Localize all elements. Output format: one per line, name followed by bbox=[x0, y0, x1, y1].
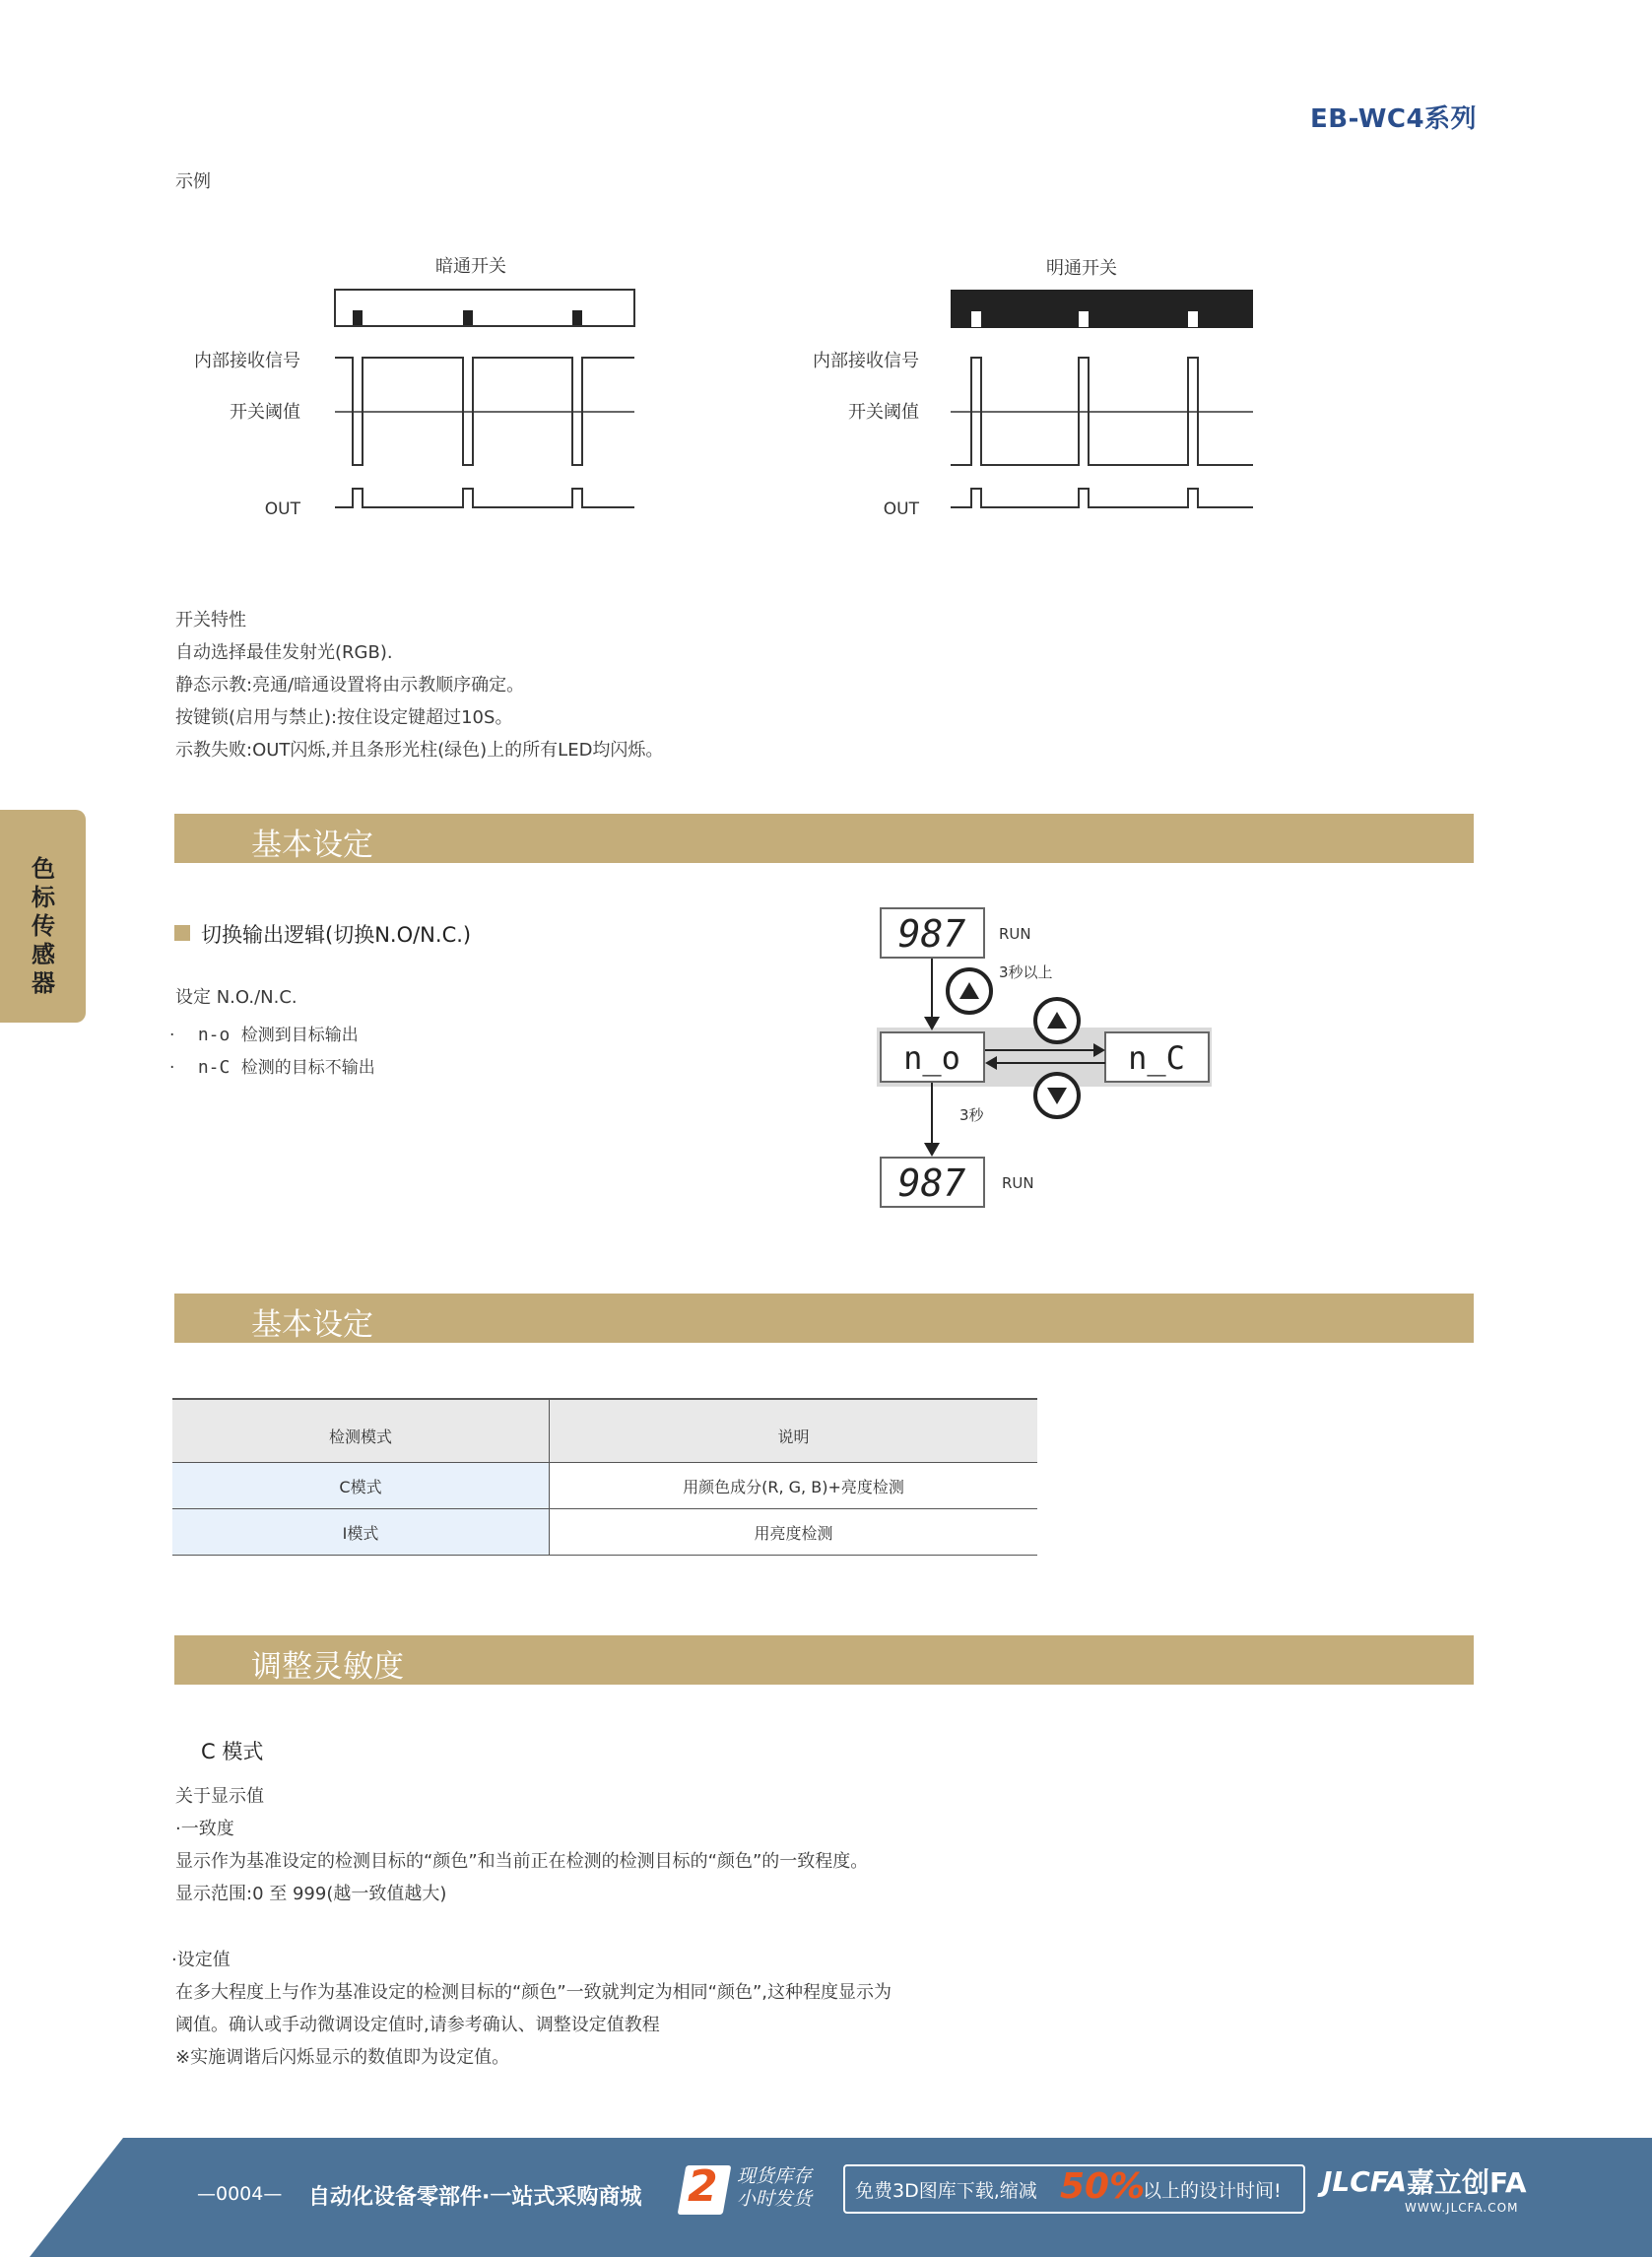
run-label-bottom: RUN bbox=[1002, 1174, 1034, 1192]
table-cell-mode: I模式 bbox=[172, 1509, 550, 1556]
light-out-wave bbox=[951, 489, 1253, 507]
dark-out-label: OUT bbox=[264, 499, 300, 519]
dark-on-diagram bbox=[194, 256, 634, 519]
hold-label: 3秒以上 bbox=[999, 963, 1053, 981]
note-line: 在多大程度上与作为基准设定的检测目标的“颜色”一致就判定为相同“颜色”,这种程度显示为 bbox=[175, 1982, 892, 2003]
dark-mark bbox=[463, 310, 473, 325]
feature-line: 按键锁(启用与禁止):按住设定键超过10S。 bbox=[175, 707, 513, 728]
dark-signal-label: 内部接收信号 bbox=[194, 351, 300, 371]
side-category-tab bbox=[0, 810, 86, 1023]
side-tab-label: 色标传感器 bbox=[32, 855, 55, 997]
light-mark bbox=[971, 311, 981, 327]
jlcfa-logo-cn: 嘉立创FA bbox=[1407, 2166, 1527, 2199]
stock-badge-text bbox=[737, 2165, 812, 2211]
bullet: · bbox=[169, 1026, 175, 1045]
example-title: 示例 bbox=[175, 171, 211, 192]
section-bar-basic-setting-1 bbox=[174, 814, 1474, 863]
table-cell-desc: 用亮度检测 bbox=[550, 1509, 1038, 1556]
badge-line: 小时发货 bbox=[737, 2188, 813, 2210]
light-mark bbox=[1079, 311, 1089, 327]
detection-mode-table-wrap bbox=[172, 1398, 1037, 1556]
table-cell-mode: C模式 bbox=[172, 1463, 550, 1509]
nonc-flow-diagram bbox=[867, 901, 1222, 1212]
mode-item-text: 检测到目标输出 bbox=[240, 1026, 359, 1045]
series-title: EB-WC4系列 bbox=[1310, 104, 1478, 134]
output-logic-subtitle: 切换输出逻辑(切换N.O/N.C.) bbox=[201, 923, 472, 947]
table-cell-desc: 用颜色成分(R, G, B)+亮度检测 bbox=[550, 1463, 1038, 1509]
table-row bbox=[172, 1463, 1037, 1509]
feature-line: 自动选择最佳发射光(RGB). bbox=[175, 642, 393, 663]
display-bottom-value: 987 bbox=[897, 1162, 966, 1205]
light-mark bbox=[1188, 311, 1198, 327]
set-value-notes bbox=[171, 1944, 892, 2074]
display-no-value: n_o bbox=[903, 1039, 960, 1077]
section-bar-title: 基本设定 bbox=[251, 1307, 373, 1343]
note-line: 显示作为基准设定的检测目标的“颜色”和当前正在检测的检测目标的“颜色”的一致程度。 bbox=[175, 1851, 869, 1872]
jlcfa-logo-mark: JLCFA bbox=[1322, 2165, 1407, 2198]
run-label-top: RUN bbox=[999, 925, 1031, 943]
note-line: 阈值。确认或手动微调设定值时,请参考确认、调整设定值教程 bbox=[175, 2015, 660, 2035]
set-no-nc-label: 设定 N.O./N.C. bbox=[175, 987, 297, 1008]
light-out-label: OUT bbox=[883, 499, 919, 519]
bullet: · bbox=[169, 1058, 175, 1078]
dark-mark bbox=[572, 310, 582, 325]
light-threshold-label: 开关阈值 bbox=[848, 402, 919, 423]
table-header-mode: 检测模式 bbox=[172, 1399, 550, 1463]
promo-percent: 50% bbox=[1060, 2166, 1146, 2207]
segment-code-no: n-o bbox=[197, 1025, 231, 1045]
subtitle-marker bbox=[174, 925, 190, 941]
note-line: ·设定值 bbox=[171, 1950, 231, 1970]
dark-target-strip bbox=[335, 290, 634, 326]
table-header-desc: 说明 bbox=[550, 1399, 1038, 1463]
dark-out-wave bbox=[335, 489, 634, 507]
dark-mark bbox=[353, 310, 363, 325]
section-bar-sensitivity bbox=[174, 1635, 1474, 1685]
light-target-strip bbox=[951, 290, 1253, 328]
feature-line: 静态示教:亮通/暗通设置将由示教顺序确定。 bbox=[175, 675, 525, 696]
section-bar-basic-setting-2 bbox=[174, 1294, 1474, 1343]
table-row bbox=[172, 1509, 1037, 1556]
wait-label: 3秒 bbox=[959, 1106, 984, 1124]
promo-box bbox=[843, 2164, 1305, 2214]
table-header-row bbox=[172, 1399, 1037, 1463]
detection-mode-table bbox=[172, 1398, 1037, 1556]
timing-diagrams bbox=[167, 246, 1281, 532]
section-bar-title: 调整灵敏度 bbox=[251, 1649, 404, 1685]
mode-item-nc bbox=[169, 1053, 375, 1078]
footer-slogan: 自动化设备零部件·一站式采购商城 bbox=[308, 2185, 642, 2210]
badge-line: 现货库存 bbox=[737, 2165, 813, 2187]
display-value-notes bbox=[175, 1780, 868, 1910]
switch-features bbox=[175, 604, 663, 766]
note-line: ※实施调谐后闪烁显示的数值即为设定值。 bbox=[175, 2047, 510, 2068]
light-title: 明通开关 bbox=[1046, 258, 1117, 279]
section-bar-title: 基本设定 bbox=[251, 828, 373, 863]
segment-code-nc: n-C bbox=[197, 1057, 231, 1078]
c-mode-title: C 模式 bbox=[201, 1740, 264, 1763]
footer-banner bbox=[0, 2138, 1652, 2257]
note-line: 显示范围:0 至 999(越一致值越大) bbox=[175, 1884, 447, 1904]
mode-item-text: 检测的目标不输出 bbox=[240, 1058, 375, 1078]
note-line: 关于显示值 bbox=[175, 1786, 264, 1807]
switch-features-title: 开关特性 bbox=[175, 610, 246, 631]
promo-suffix: 以上的设计时间! bbox=[1143, 2180, 1282, 2202]
light-on-diagram bbox=[813, 258, 1253, 519]
note-line: ·一致度 bbox=[175, 1819, 234, 1839]
feature-line: 示教失败:OUT闪烁,并且条形光柱(绿色)上的所有LED均闪烁。 bbox=[175, 740, 664, 761]
jlcfa-logo-url: WWW.JLCFA.COM bbox=[1405, 2201, 1519, 2215]
light-signal-label: 内部接收信号 bbox=[813, 351, 919, 371]
promo-prefix: 免费3D图库下载,缩减 bbox=[855, 2180, 1037, 2202]
stock-badge-number: 2 bbox=[688, 2161, 718, 2212]
display-top-value: 987 bbox=[897, 912, 966, 956]
page-number: —0004— bbox=[197, 2183, 283, 2205]
dark-threshold-label: 开关阈值 bbox=[230, 402, 300, 423]
display-nc-value: n_C bbox=[1128, 1039, 1185, 1077]
mode-item-no bbox=[169, 1021, 359, 1045]
dark-title: 暗通开关 bbox=[435, 256, 506, 277]
